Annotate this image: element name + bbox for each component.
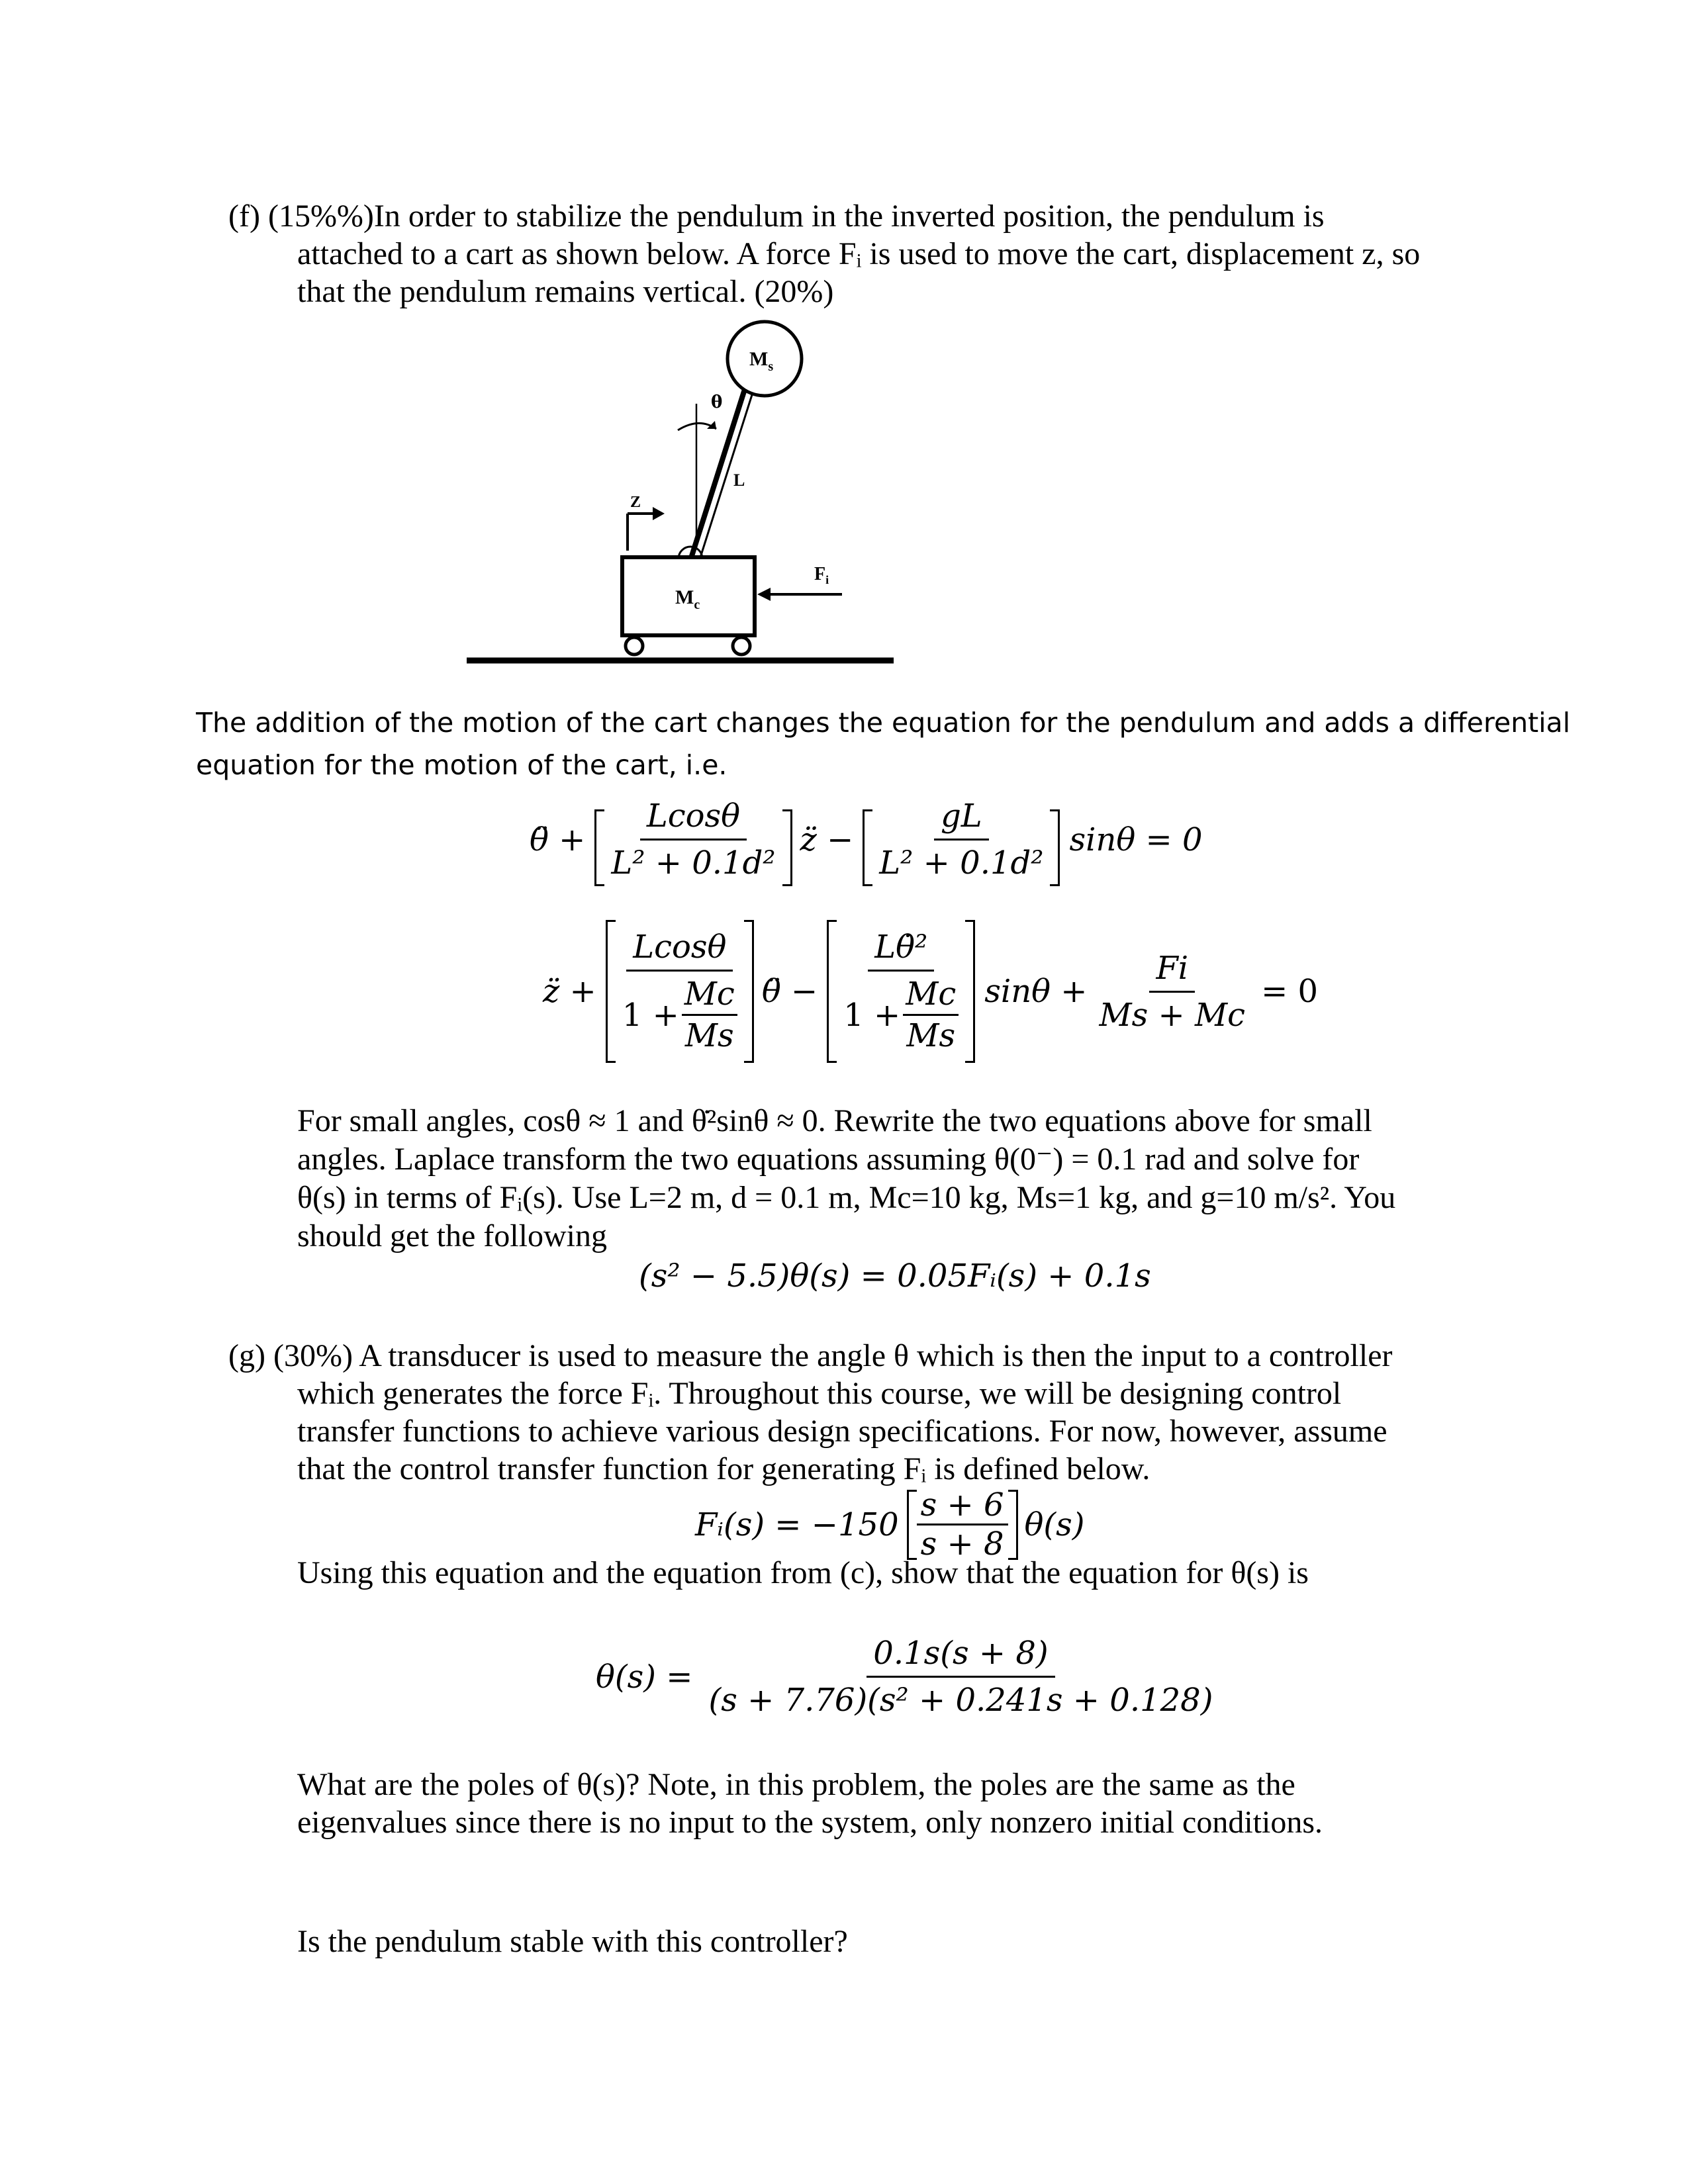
- eq1-lhs: θ̈ +: [530, 821, 586, 858]
- eq2-frac1-one: 1 +: [622, 996, 679, 1034]
- label-force: $F_i$: [814, 564, 829, 586]
- eq2-frac1: [616, 929, 744, 1054]
- part-g-line-2: which generates the force Fᵢ. Throughout this course, we will be designing control: [297, 1376, 1342, 1411]
- eq1-frac2-den: L² + 0.1d²: [879, 844, 1044, 882]
- part-g-line-4: that the control transfer function for generating Fᵢ is defined below.: [297, 1451, 1150, 1486]
- eq4-rhs: θ(s): [1024, 1506, 1085, 1543]
- label-length: L: [733, 471, 745, 490]
- eq1-rhs: sinθ = 0: [1069, 821, 1203, 858]
- pendulum-rod-edge: [700, 387, 755, 557]
- force-arrow-head: [757, 588, 771, 601]
- eq4-frac: [917, 1486, 1008, 1563]
- poles-question: [297, 1766, 1555, 1841]
- eq2-frac2-one: 1 +: [843, 996, 901, 1034]
- intro-line-1: The addition of the motion of the cart changes the equation for the pendulum and adds a differential: [196, 707, 1571, 739]
- equation-cart: [543, 920, 1318, 1063]
- part-f-line-1: (f) (15%%)In order to stabilize the pendulum in the inverted position, the pendulum is: [228, 199, 1325, 234]
- eq2-frac2-num: Lθ̇²: [868, 929, 934, 972]
- left-wheel: [626, 637, 643, 655]
- small-angle-paragraph: [297, 1102, 1555, 1255]
- poles-line-1: What are the poles of θ(s)? Note, in this problem, the poles are the same as the: [297, 1767, 1295, 1802]
- part-f-paragraph: [228, 197, 1486, 310]
- right-wheel: [733, 637, 750, 655]
- eq2-mid: θ̈ −: [761, 973, 818, 1010]
- eq1-frac1-num: Lcosθ: [640, 797, 747, 841]
- eq2-frac3-num: Fi: [1149, 950, 1195, 993]
- eq2-frac2-subden: Ms: [906, 1017, 956, 1054]
- eq2-after: sinθ +: [984, 973, 1088, 1010]
- label-mass-cart: $M_c$: [675, 586, 700, 612]
- label-mass-pendulum: $M_s$: [749, 348, 774, 374]
- part-g-line-3: transfer functions to achieve various design specifications. For now, however, assume: [297, 1414, 1387, 1449]
- eq1-frac2: [872, 797, 1050, 882]
- z-arrow-head: [653, 507, 665, 520]
- eq5-lhs: θ(s) =: [596, 1658, 693, 1696]
- intro-line-2: equation for the motion of the cart, i.e.: [196, 749, 727, 781]
- eq5-frac: [702, 1635, 1219, 1719]
- eq2-frac3: [1093, 950, 1252, 1034]
- equation-pendulum: [530, 797, 1203, 882]
- eq4-den: s + 8: [920, 1525, 1004, 1563]
- eq2-frac1-subnum: Mc: [682, 976, 737, 1016]
- eq4-lhs: Fᵢ(s) = −150: [695, 1506, 899, 1543]
- small-angle-line-2: angles. Laplace transform the two equations assuming θ(0⁻) = 0.1 rad and solve for: [297, 1142, 1360, 1177]
- poles-line-2: eigenvalues since there is no input to the system, only nonzero initial conditions.: [297, 1805, 1323, 1840]
- small-angle-line-1: For small angles, cosθ ≈ 1 and θ̇²sinθ ≈ 0. Rewrite the two equations above for small: [297, 1103, 1372, 1138]
- intro-paragraph: [196, 702, 1571, 786]
- small-angle-line-4: should get the following: [297, 1218, 607, 1253]
- part-f-line-3: that the pendulum remains vertical. (20%): [297, 274, 834, 309]
- small-angle-line-3: θ(s) in terms of Fᵢ(s). Use L=2 m, d = 0.1 m, Mc=10 kg, Ms=1 kg, and g=10 m/s². You: [297, 1180, 1396, 1215]
- part-g-paragraph: [228, 1337, 1519, 1488]
- part-f-line-2: attached to a cart as shown below. A force Fᵢ is used to move the cart, displacement z, so: [297, 236, 1421, 271]
- label-theta: θ: [711, 392, 723, 412]
- eq4-num: s + 6: [917, 1489, 1008, 1525]
- label-z: Z: [630, 494, 641, 511]
- stability-question: Is the pendulum stable with this controller?: [297, 1924, 848, 1959]
- eq1-frac1: [604, 797, 782, 882]
- eq2-frac1-subden: Ms: [684, 1017, 734, 1054]
- eq1-frac2-num: gL: [934, 797, 989, 841]
- pendulum-cart-figure: [457, 318, 914, 675]
- part-g-line-1: (g) (30%) A transducer is used to measure the angle θ which is then the input to a controller: [228, 1338, 1393, 1373]
- eq5-den: (s + 7.76)(s² + 0.241s + 0.128): [708, 1682, 1213, 1719]
- eq2-frac2-subnum: Mc: [903, 976, 959, 1016]
- eq2-frac3-den: Ms + Mc: [1099, 996, 1246, 1034]
- eq2-frac2: [837, 929, 965, 1054]
- using-equation-line: Using this equation and the equation from (c), show that the equation for θ(s) is: [297, 1555, 1309, 1590]
- eq1-mid: z̈ −: [800, 821, 854, 858]
- eq5-num: 0.1s(s + 8): [867, 1635, 1055, 1678]
- eq2-rhs: = 0: [1261, 973, 1319, 1010]
- eq2-lhs: z̈ +: [543, 973, 596, 1010]
- equation-theta: [596, 1635, 1219, 1719]
- equation-laplace-result: (s² − 5.5)θ(s) = 0.05Fᵢ(s) + 0.1s: [639, 1257, 1151, 1295]
- equation-controller: [695, 1486, 1085, 1563]
- eq2-frac1-num: Lcosθ: [626, 929, 733, 972]
- eq1-frac1-den: L² + 0.1d²: [611, 844, 776, 882]
